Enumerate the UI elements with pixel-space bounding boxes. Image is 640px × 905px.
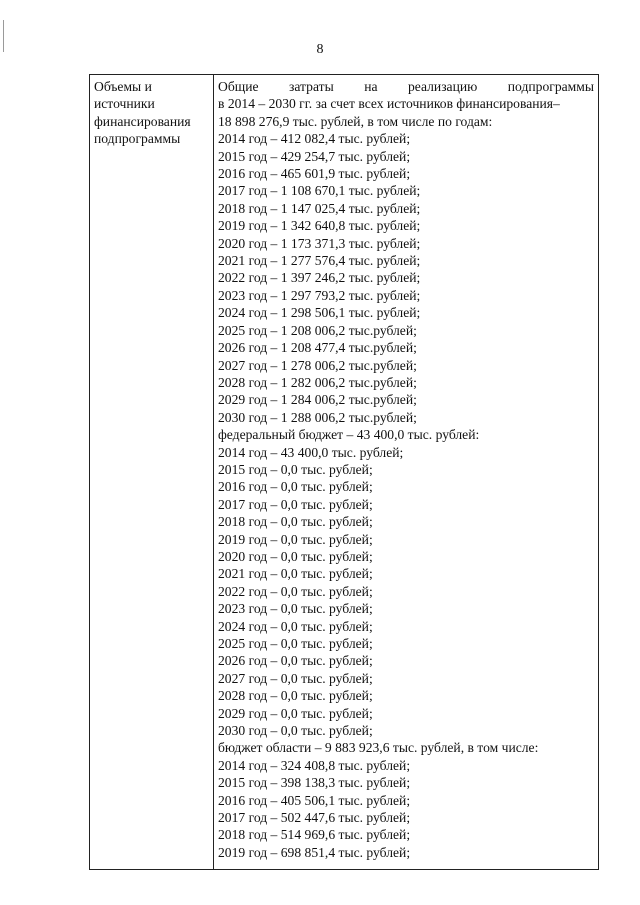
year-amount-line: 2015 год – 0,0 тыс. рублей; <box>218 461 373 477</box>
year-amount-line: 2017 год – 502 447,6 тыс. рублей; <box>218 810 411 826</box>
year-amount-line: 2021 год – 0,0 тыс. рублей; <box>218 566 373 582</box>
year-amount-line: 2028 год – 1 282 006,2 тыс.рублей; <box>218 374 417 390</box>
year-amount-line: 2023 год – 1 297 793,2 тыс. рублей; <box>218 287 421 303</box>
regional-by-year-list <box>218 757 594 861</box>
year-amount-line: 2015 год – 429 254,7 тыс. рублей; <box>218 148 411 164</box>
federal-by-year-list <box>218 444 594 740</box>
year-amount-line: 2016 год – 465 601,9 тыс. рублей; <box>218 166 411 182</box>
intro-line: 18 898 276,9 тыс. рублей, в том числе по годам: <box>218 113 493 129</box>
year-amount-line: 2029 год – 1 284 006,2 тыс.рублей; <box>218 392 417 408</box>
year-amount-line: 2015 год – 398 138,3 тыс. рублей; <box>218 775 411 791</box>
year-amount-line: 2018 год – 1 147 025,4 тыс. рублей; <box>218 200 421 216</box>
year-amount-line: 2027 год – 1 278 006,2 тыс.рублей; <box>218 357 417 373</box>
year-amount-line: 2029 год – 0,0 тыс. рублей; <box>218 705 373 721</box>
year-amount-line: 2014 год – 324 408,8 тыс. рублей; <box>218 757 411 773</box>
year-amount-line: 2018 год – 0,0 тыс. рублей; <box>218 514 373 530</box>
year-amount-line: 2017 год – 0,0 тыс. рублей; <box>218 496 373 512</box>
year-amount-line: 2030 год – 1 288 006,2 тыс.рублей; <box>218 409 417 425</box>
year-amount-line: 2024 год – 1 298 506,1 тыс. рублей; <box>218 305 421 321</box>
label-line: Объемы и <box>94 79 152 94</box>
year-amount-line: 2020 год – 0,0 тыс. рублей; <box>218 548 373 564</box>
year-amount-line: 2019 год – 1 342 640,8 тыс. рублей; <box>218 218 421 234</box>
intro-line: Общие затраты на реализацию подпрограммы <box>218 79 594 94</box>
year-amount-line: 2023 год – 0,0 тыс. рублей; <box>218 601 373 617</box>
year-amount-line: 2016 год – 405 506,1 тыс. рублей; <box>218 792 411 808</box>
year-amount-line: 2014 год – 412 082,4 тыс. рублей; <box>218 131 411 147</box>
year-amount-line: 2027 год – 0,0 тыс. рублей; <box>218 670 373 686</box>
content-cell <box>214 75 599 870</box>
year-amount-line: 2030 год – 0,0 тыс. рублей; <box>218 723 373 739</box>
year-amount-line: 2019 год – 698 851,4 тыс. рублей; <box>218 844 411 860</box>
year-amount-line: 2017 год – 1 108 670,1 тыс. рублей; <box>218 183 421 199</box>
year-amount-line: 2026 год – 1 208 477,4 тыс.рублей; <box>218 340 417 356</box>
year-amount-line: 2025 год – 0,0 тыс. рублей; <box>218 636 373 651</box>
total-by-year-list <box>218 130 594 426</box>
year-amount-line: 2016 год – 0,0 тыс. рублей; <box>218 479 373 495</box>
financing-table <box>89 74 599 870</box>
year-amount-line: 2022 год – 1 397 246,2 тыс. рублей; <box>218 270 421 286</box>
label-line: источники <box>94 96 155 112</box>
year-amount-line: 2018 год – 514 969,6 тыс. рублей; <box>218 827 411 843</box>
year-amount-line: 2021 год – 1 277 576,4 тыс. рублей; <box>218 253 421 269</box>
year-amount-line: 2025 год – 1 208 006,2 тыс.рублей; <box>218 322 417 338</box>
page-number: 8 <box>316 42 324 57</box>
year-amount-line: 2019 год – 0,0 тыс. рублей; <box>218 531 373 547</box>
financing-row <box>90 75 599 870</box>
year-amount-line: 2014 год – 43 400,0 тыс. рублей; <box>218 444 404 460</box>
label-line: подпрограммы <box>94 131 181 147</box>
year-amount-line: 2020 год – 1 173 371,3 тыс. рублей; <box>218 235 421 251</box>
year-amount-line: 2022 год – 0,0 тыс. рублей; <box>218 583 373 599</box>
label-line: финансирования <box>94 113 191 129</box>
year-amount-line: 2026 год – 0,0 тыс. рублей; <box>218 653 373 669</box>
year-amount-line: 2028 год – 0,0 тыс. рублей; <box>218 688 373 704</box>
year-amount-line: 2024 год – 0,0 тыс. рублей; <box>218 618 373 634</box>
label-cell <box>90 75 214 870</box>
intro-line: в 2014 – 2030 гг. за счет всех источников финансирования– <box>218 96 560 112</box>
federal-budget-heading: федеральный бюджет – 43 400,0 тыс. рублей: <box>218 427 480 443</box>
regional-budget-heading: бюджет области – 9 883 923,6 тыс. рублей, в том числе: <box>218 740 539 756</box>
